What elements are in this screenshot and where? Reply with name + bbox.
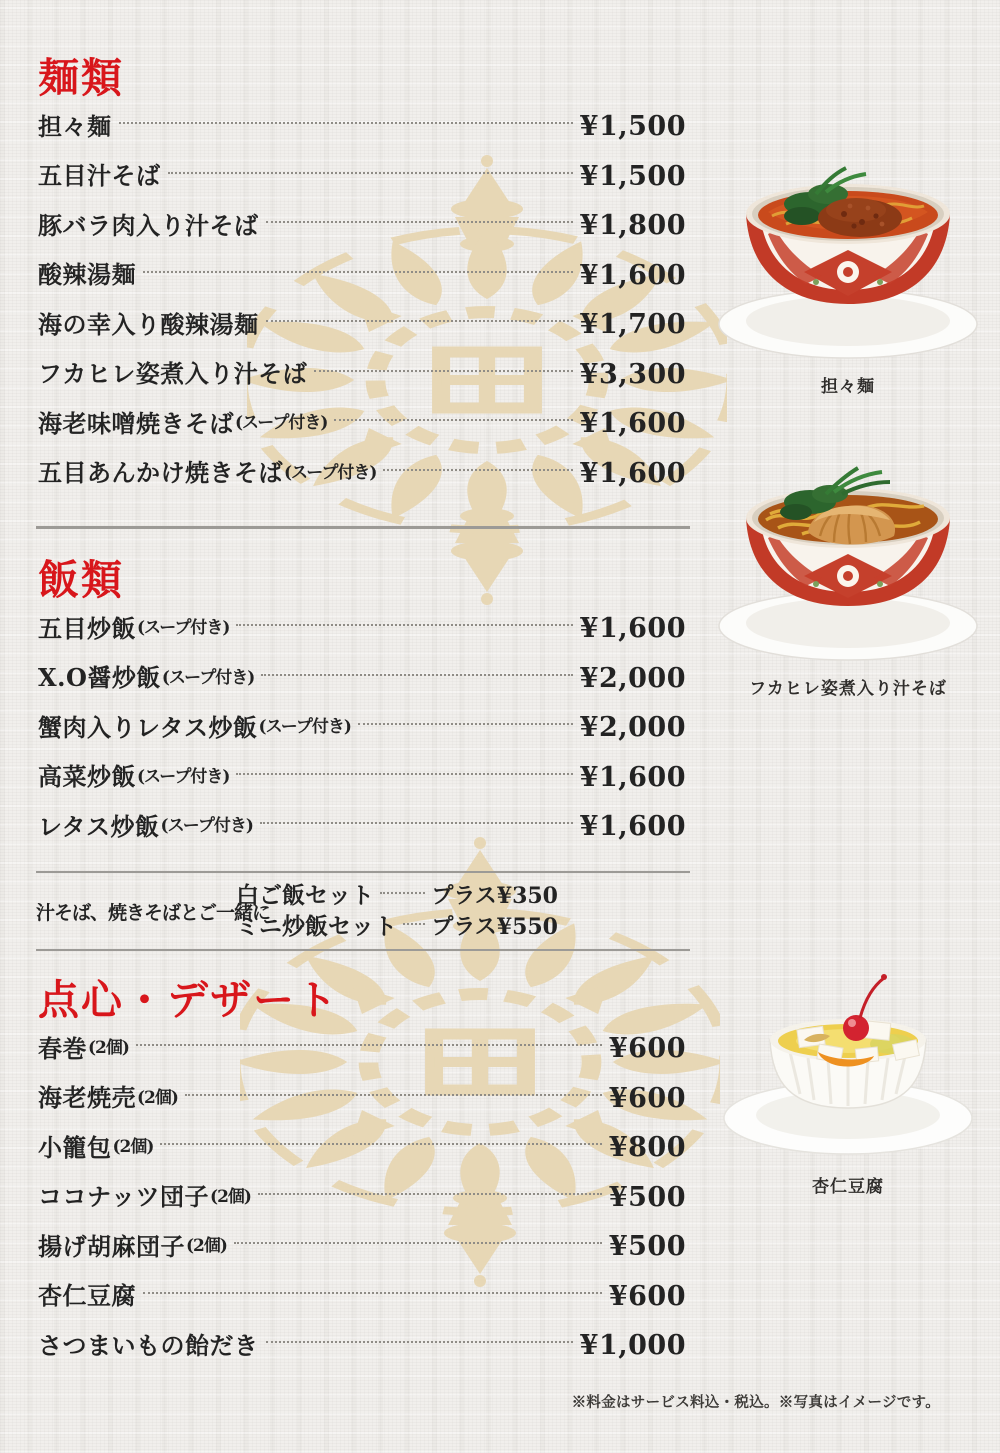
item-name: 高菜炒飯 [38,762,136,792]
item-name: 海老焼売 [38,1083,136,1113]
annin-tofu-image [706,966,990,1162]
section-title-noodles: 麺類 [38,54,124,102]
dotted-leader [234,1242,602,1244]
dotted-leader [383,469,572,471]
item-price: ¥600 [608,1280,686,1312]
item-name: 春巻 [38,1033,87,1063]
dotted-leader [261,674,572,676]
item-name: 海の幸入り酸辣湯麺 [38,309,259,339]
set-option-name: ミニ炒飯セット [236,913,397,940]
menu-item-row [38,753,686,803]
dotted-leader [236,624,572,626]
menu-item-row [38,654,686,704]
menu-item-row [38,1173,686,1223]
dotted-leader [260,822,573,824]
menu-item-row [38,300,686,350]
set-menu-label: 汁そば、焼きそばとご一緒に [36,901,271,924]
item-name: 海老味噌焼きそば [38,408,234,438]
item-note: (スープ付き) [137,618,230,639]
dotted-leader [266,1341,573,1343]
dotted-leader [143,1292,602,1294]
dotted-leader [258,1193,602,1195]
dotted-leader [236,773,572,775]
item-name: 豚バラ肉入り汁そば [38,210,259,240]
section-divider [36,526,690,529]
item-note: (スープ付き) [284,462,377,483]
fukahire-soba-image [706,436,990,664]
menu-item-row [38,449,686,499]
item-price: ¥1,500 [579,160,686,192]
item-price: ¥600 [608,1082,686,1114]
section-rice [38,557,686,852]
menu-item-row [38,152,686,202]
item-price: ¥1,500 [579,111,686,143]
menu-item-row [38,1222,686,1272]
item-price: ¥1,600 [579,613,686,645]
item-price: ¥1,600 [579,457,686,489]
item-price: ¥600 [608,1033,686,1065]
dotted-leader [168,172,573,174]
tantanmen-image [706,130,990,362]
menu-item-row [38,399,686,449]
item-name: 蟹肉入りレタス炒飯 [38,712,258,742]
dotted-leader [403,923,425,925]
item-name: さつまいもの飴だき [38,1330,259,1360]
item-price: ¥500 [608,1231,686,1263]
dotted-leader [358,723,573,725]
item-note: (スープ付き) [137,766,230,787]
item-price: ¥500 [608,1181,686,1213]
dotted-leader [266,320,573,322]
dotted-leader [160,1143,601,1145]
item-note: (2個) [137,1087,178,1108]
menu-item-row [38,703,686,753]
menu-item-row [38,350,686,400]
photo-annin-tofu [706,966,990,1197]
item-note: (2個) [186,1236,227,1257]
section-dimsum-dessert [38,977,686,1371]
menu-item-row [38,802,686,852]
dotted-leader [314,370,572,372]
item-note: (スープ付き) [160,816,253,837]
item-note: (スープ付き) [161,667,255,688]
item-price: ¥1,600 [579,811,686,843]
menu-item-row [38,1321,686,1371]
section-items [38,1024,686,1371]
menu-item-row [38,604,686,654]
dotted-leader [380,892,425,894]
menu-item-row [38,1024,686,1074]
menu-item-row [38,1123,686,1173]
item-name: ココナッツ団子 [38,1182,210,1212]
item-name: X.O醤炒飯 [38,663,161,693]
item-price: ¥1,000 [579,1330,686,1362]
set-option-price: プラス¥550 [431,913,558,940]
item-note: (2個) [88,1038,129,1059]
set-option-name: 白ご飯セット [236,882,374,909]
section-noodles [38,55,686,498]
section-title-dimsum-dessert: 点心・デザート [38,976,339,1024]
item-price: ¥1,800 [579,210,686,242]
item-price: ¥1,600 [579,761,686,793]
section-items [38,604,686,852]
item-name: レタス炒飯 [38,811,160,841]
section-items [38,102,686,498]
item-note: (2個) [112,1137,154,1158]
set-menu-options [236,880,558,942]
dotted-leader [136,1044,602,1046]
item-note: (スープ付き) [258,717,351,738]
menu-item-row [38,201,686,251]
item-name: 担々麺 [38,111,112,141]
photo-caption: 杏仁豆腐 [812,1177,884,1197]
set-option-price: プラス¥350 [431,882,558,909]
item-name: 五目炒飯 [38,613,136,643]
menu-item-row [38,1272,686,1322]
photo-caption: フカヒレ姿煮入り汁そば [749,679,947,699]
item-price: ¥800 [608,1132,686,1164]
item-name: 揚げ胡麻団子 [38,1231,185,1261]
item-name: 小籠包 [38,1132,112,1162]
photo-fukahire-soba [706,436,990,699]
item-note: (スープ付き) [235,413,328,434]
set-menu-row [236,911,558,942]
item-note: (2個) [210,1186,251,1207]
item-name: 五目あんかけ焼きそば [38,458,283,488]
dotted-leader [266,221,573,223]
photo-tantanmen [706,130,990,397]
item-price: ¥2,000 [579,712,686,744]
set-menu-box [36,871,690,951]
item-name: 杏仁豆腐 [38,1281,136,1311]
item-name: 酸辣湯麺 [38,260,136,290]
dotted-leader [334,419,572,421]
dotted-leader [185,1094,602,1096]
dotted-leader [143,271,573,273]
item-price: ¥1,700 [579,309,686,341]
dotted-leader [119,122,573,124]
item-price: ¥2,000 [579,662,686,694]
menu-item-row [38,102,686,152]
item-price: ¥3,300 [579,358,686,390]
item-name: フカヒレ姿煮入り汁そば [38,359,308,389]
footer-disclaimer: ※料金はサービス料込・税込。※写真はイメージです。 [571,1394,940,1411]
photo-caption: 担々麺 [821,377,875,397]
menu-item-row [38,1074,686,1124]
section-title-rice: 飯類 [38,556,124,604]
item-price: ¥1,600 [579,408,686,440]
item-name: 五目汁そば [38,161,161,191]
set-menu-row [236,880,558,911]
menu-item-row [38,251,686,301]
item-price: ¥1,600 [579,259,686,291]
